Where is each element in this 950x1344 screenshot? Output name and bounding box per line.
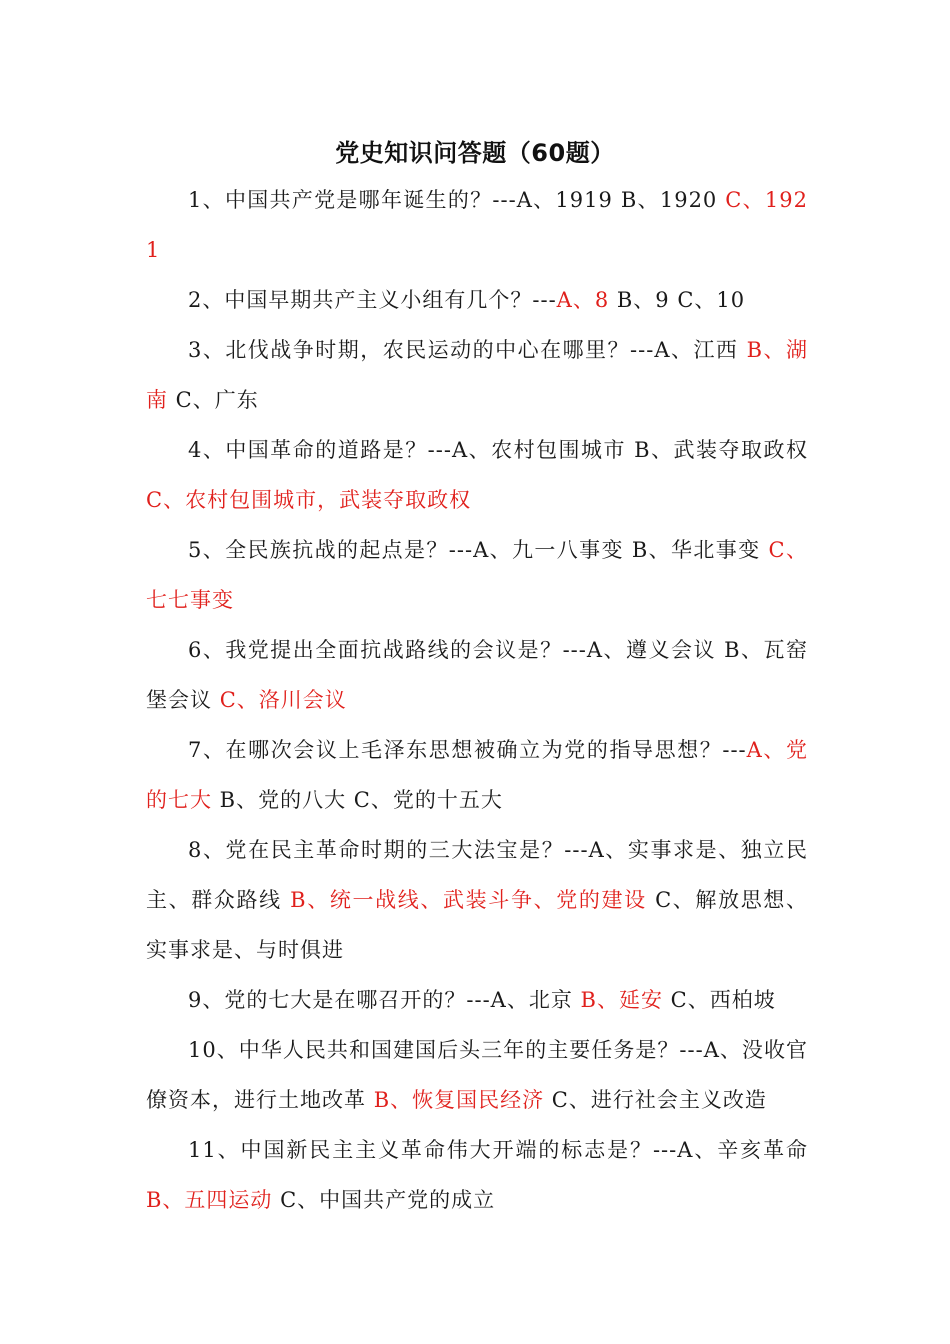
question-text: 党的七大是在哪召开的？--- [224,988,491,1012]
question-list [146,175,808,1225]
correct-answer: C、七七事变 [146,538,808,612]
option-text: A、辛亥革命 [677,1138,808,1162]
question-item-5 [146,525,808,625]
correct-answer: B、恢复国民经济 [373,1088,545,1112]
option-text: A、1919 B、1920 [516,188,726,212]
option-text: B、9 C、10 [609,288,746,312]
option-text: B、党的八大 C、党的十五大 [212,788,503,812]
question-number: 3、 [188,338,226,362]
question-item-1 [146,175,808,275]
question-item-4 [146,425,808,525]
option-text: C、解放思想、实事求是、与时俱进 [146,888,808,962]
option-text: C、广东 [168,388,259,412]
correct-answer: B、延安 [580,988,663,1012]
question-number: 7、 [188,738,226,762]
page-title: 党史知识问答题（60题） [335,139,615,167]
question-item-2 [146,275,808,325]
question-text: 中国革命的道路是？--- [225,438,452,462]
question-text: 党在民主革命时期的三大法宝是？--- [225,838,589,862]
question-text: 全民族抗战的起点是？--- [225,538,474,562]
correct-answer: A、党的七大 [146,738,808,812]
question-text: 北伐战争时期，农民运动的中心在哪里？--- [225,338,655,362]
question-text: 中国新民主主义革命伟大开端的标志是？--- [240,1138,678,1162]
question-item-3 [146,325,808,425]
question-item-7 [146,725,808,825]
question-number: 2、 [188,288,225,312]
question-item-9 [146,975,808,1025]
question-text: 中国早期共产主义小组有几个？--- [224,288,557,312]
option-text: A、遵义会议 B、瓦窑堡会议 [146,638,808,712]
option-text: C、中国共产党的成立 [272,1188,496,1212]
question-number: 11、 [188,1138,241,1162]
question-text: 我党提出全面抗战路线的会议是？--- [225,638,587,662]
correct-answer: C、农村包围城市，武装夺取政权 [146,488,472,512]
correct-answer: B、五四运动 [146,1188,273,1212]
question-number: 4、 [188,438,226,462]
option-text: A、没收官僚资本，进行土地改革 [146,1038,808,1112]
question-number: 9、 [188,988,225,1012]
option-text: A、农村包围城市 B、武装夺取政权 [451,438,808,462]
correct-answer: B、湖南 [146,338,808,412]
option-text: A、九一八事变 B、华北事变 [473,538,769,562]
correct-answer: C、洛川会议 [219,688,347,712]
correct-answer: B、统一战线、武装斗争、党的建设 [290,888,647,912]
question-number: 6、 [188,638,226,662]
question-item-10 [146,1025,808,1125]
question-number: 10、 [188,1038,239,1062]
question-text: 在哪次会议上毛泽东思想被确立为党的指导思想？--- [225,738,747,762]
option-text: A、江西 [654,338,747,362]
option-text: C、西柏坡 [662,988,776,1012]
question-item-11 [146,1125,808,1225]
correct-answer: A、8 [556,288,610,312]
question-item-8 [146,825,808,975]
correct-answer: C、1921 [146,188,808,262]
question-text: 中华人民共和国建国后头三年的主要任务是？--- [238,1038,704,1062]
option-text: A、实事求是、独立民主、群众路线 [146,838,808,912]
option-text: A、北京 [490,988,581,1012]
option-text: C、进行社会主义改造 [544,1088,767,1112]
question-item-6 [146,625,808,725]
question-number: 8、 [188,838,226,862]
question-text: 中国共产党是哪年诞生的？--- [224,188,517,212]
question-number: 5、 [188,538,226,562]
question-number: 1、 [188,188,225,212]
